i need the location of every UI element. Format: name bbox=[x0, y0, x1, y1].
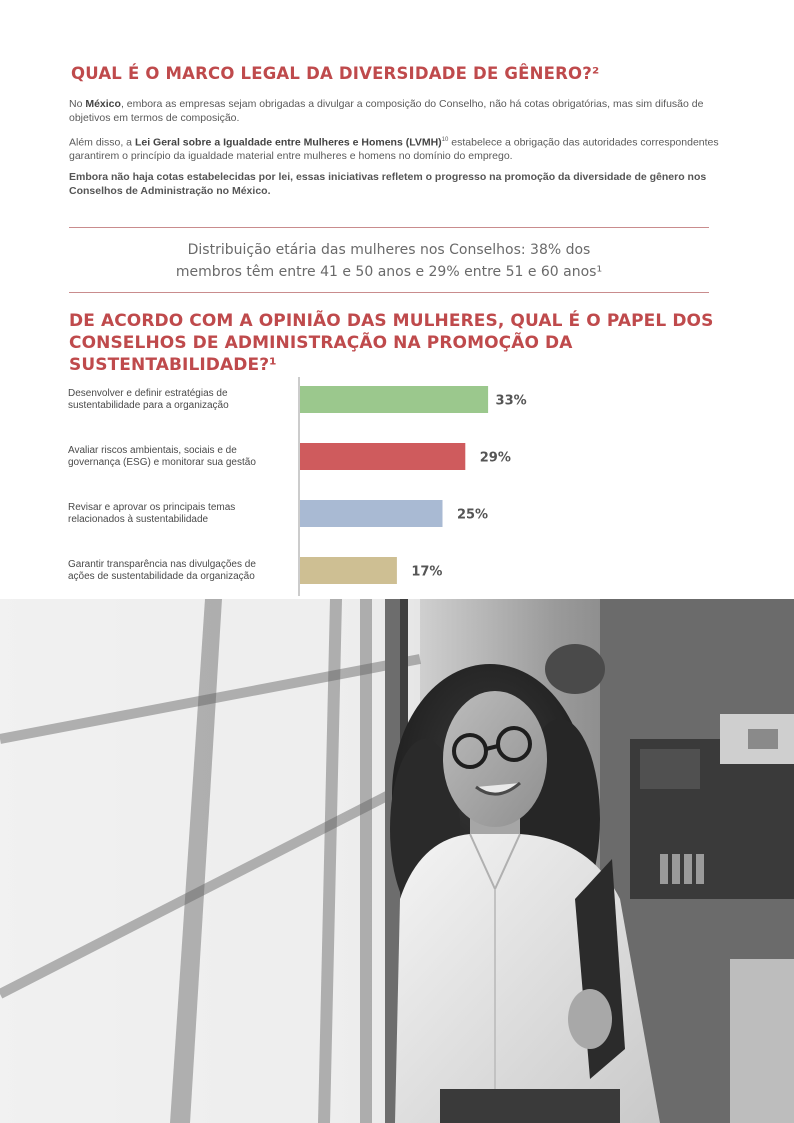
sustainability-role-bar-chart bbox=[0, 370, 794, 598]
divider-bottom bbox=[69, 292, 709, 293]
chart-bar-2 bbox=[300, 443, 465, 470]
age-distribution-stat bbox=[69, 239, 709, 283]
chart-bar-3 bbox=[300, 500, 443, 527]
chart-category-label-4: ações de sustentabilidade da organização bbox=[68, 571, 255, 582]
chart-bar-1 bbox=[300, 386, 488, 413]
chart-category-label-1: sustentabilidade para a organização bbox=[68, 400, 229, 411]
chart-category-label-4: Garantir transparência nas divulgações de bbox=[68, 559, 256, 570]
section-title-legal-framework: QUAL É O MARCO LEGAL DA DIVERSIDADE DE GÊNERO?² bbox=[71, 64, 600, 83]
paragraph-law bbox=[69, 134, 719, 164]
chart-category-label-2: Avaliar riscos ambientais, sociais e de bbox=[68, 445, 237, 456]
chart-bar-4 bbox=[300, 557, 397, 584]
title-line-2: CONSELHOS DE ADMINISTRAÇÃO NA PROMOÇÃO DA SUSTENTABILIDADE?¹ bbox=[69, 333, 573, 375]
bold-law-name: Lei Geral sobre a Igualdade entre Mulheres e Homens (LVMH) bbox=[134, 136, 442, 149]
chart-category-label-2: governança (ESG) e monitorar sua gestão bbox=[68, 457, 256, 468]
footnote-ref: 10 bbox=[441, 137, 449, 143]
paragraph-conclusion: Embora não haja cotas estabelecidas por lei, essas iniciativas refletem o progresso na promoção da diversidade de gênero nos Conselhos de Administração no México. bbox=[69, 171, 707, 197]
stat-line-2: membros têm entre 41 e 50 anos e 29% entre 51 e 60 anos¹ bbox=[175, 264, 603, 280]
text-span: , embora as empresas sejam obrigadas a divulgar a composição do Conselho, não há cotas obrigatórias, mas sim difusão de objetivos em termos de composição. bbox=[69, 98, 704, 124]
chart-value-label-1: 33% bbox=[495, 393, 527, 409]
chart-value-label-3: 25% bbox=[456, 507, 489, 523]
photo-illustration bbox=[0, 599, 794, 1123]
text-span: Além disso, a bbox=[69, 136, 135, 149]
title-line-1: DE ACORDO COM A OPINIÃO DAS MULHERES, QUAL É O PAPEL DOS bbox=[69, 311, 714, 331]
chart-category-label-3: Revisar e aprovar os principais temas bbox=[68, 502, 236, 513]
woman-by-window-photo bbox=[0, 599, 794, 1123]
section-title-board-role bbox=[69, 310, 729, 376]
chart-value-label-4: 17% bbox=[411, 564, 443, 580]
chart-category-label-3: relacionados à sustentabilidade bbox=[68, 514, 209, 525]
paragraph-mexico bbox=[69, 98, 719, 125]
text-span: No bbox=[69, 98, 86, 110]
chart-value-label-2: 29% bbox=[479, 450, 511, 466]
divider-top bbox=[69, 227, 709, 228]
text-span: estabelece a obrigação das autoridades correspondentes garantirem o princípio da igualdade material entre mulheres e homens no domínio do emprego. bbox=[69, 136, 719, 162]
chart-category-label-1: Desenvolver e definir estratégias de bbox=[68, 388, 228, 399]
stat-line-1: Distribuição etária das mulheres nos Conselhos: 38% dos bbox=[187, 242, 591, 258]
bold-country: México bbox=[85, 98, 121, 110]
